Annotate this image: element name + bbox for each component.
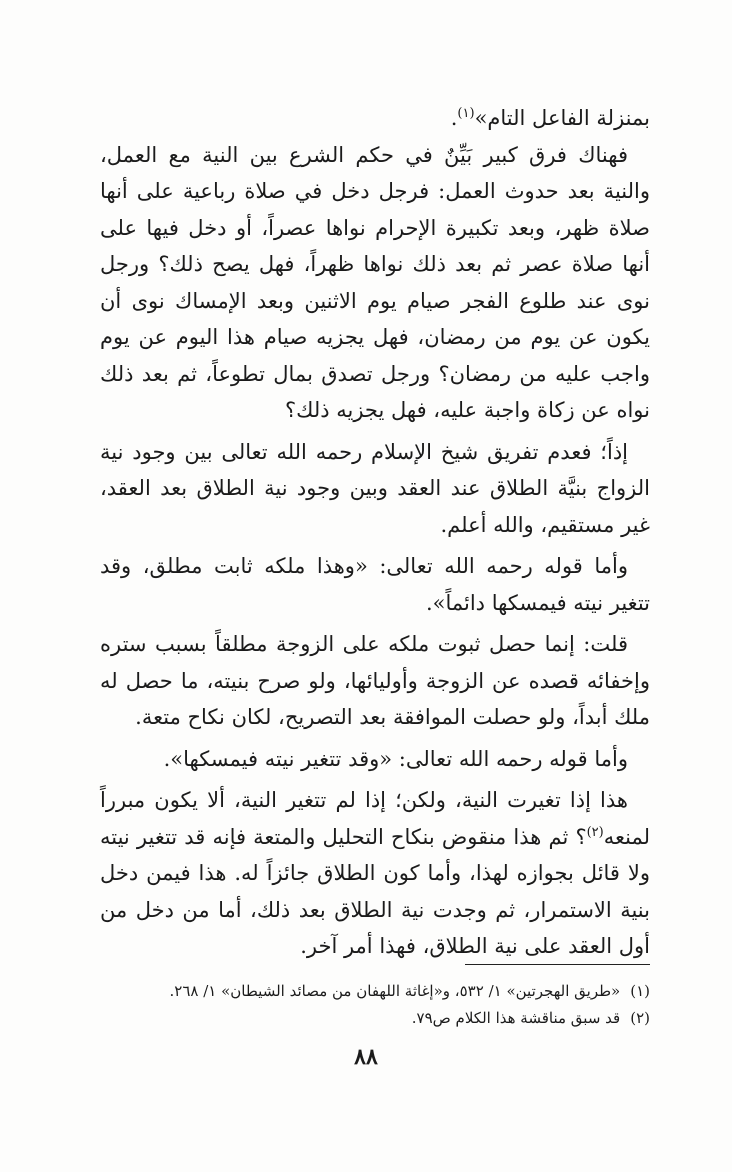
paragraph-1 [100, 100, 650, 137]
paragraph-5: قلت: إنما حصل ثبوت ملكه على الزوجة مطلقاً بسبب ستره وإخفائه قصده عن الزوجة وأوليائها، ولو صرح بنيته، ما حصل له ملك أبداً، ولو حصلت الموافقة بعد التصريح، لكان نكاح متعة. [100, 632, 650, 729]
footnote-text: «طريق الهجرتين» ١/ ٥٣٢، و«إغاثة اللهفان من مصائد الشيطان» ١/ ٢٦٨. [169, 982, 621, 1000]
footnote-number: (٢) [630, 1009, 650, 1027]
footnote-1 [100, 978, 650, 1005]
paragraph-7-text-a: هذا إذا تغيرت النية، ولكن؛ إذا لم تتغير النية، ألا يكون مبرراً لمنعه [100, 788, 650, 849]
footnote-ref-2: (٢) [586, 824, 604, 840]
paragraph-4: وأما قوله رحمه الله تعالى: «وهذا ملكه ثابت مطلق، وقد تتغير نيته فيمسكها دائماً». [100, 554, 650, 615]
footnote-number: (١) [630, 982, 650, 1000]
paragraph-1-end: . [450, 106, 458, 130]
footnote-divider [465, 964, 650, 965]
footnote-text: قد سبق مناقشة هذا الكلام ص٧٩. [411, 1009, 621, 1027]
paragraph-1-text: بمنزلة الفاعل التام» [474, 106, 650, 130]
footnote-ref-1: (١) [457, 106, 475, 121]
page-number: ٨٨ [354, 1044, 378, 1070]
paragraph-2: فهناك فرق كبير بَيِّنٌ في حكم الشرع بين النية مع العمل، والنية بعد حدوث العمل: فرجل دخل في صلاة رباعية على أنها صلاة ظهر، وبعد تكبيرة الإحرام نواها عصراً، أو دخل فيها على أنها صلاة عصر ثم بعد ذلك نواها ظهراً، فهل يصح ذلك؟ ورجل نوى عند طلوع الفجر صيام يوم الاثنين وبعد الإمساك نوى أن يكون عن يوم من رمضان، فهل يجزيه صيام هذا اليوم عن يوم واجب عليه من رمضان؟ ورجل تصدق بمال تطوعاً، ثم بعد ذلك نواه عن زكاة واجبة عليه، فهل يجزيه ذلك؟ [100, 142, 650, 422]
main-text [100, 100, 650, 965]
paragraph-3: إذاً؛ فعدم تفريق شيخ الإسلام رحمه الله تعالى بين وجود نية الزواج بنيَّة الطلاق عند العقد وبين وجود نية الطلاق بعد العقد، غير مستقيم، والله أعلم. [100, 439, 650, 537]
footnotes [100, 978, 650, 1032]
paragraph-7-text-b: ؟ ثم هذا منقوض بنكاح التحليل والمتعة فإنه قد تتغير نيته ولا قائل بجوازه لهذا، وأما كون الطلاق جائزاً له. هذا فيمن دخل بنية الاستمرار، ثم وجدت نية الطلاق بعد ذلك، أما من دخل من أول العقد على نية الطلاق، فهذا أمر آخر. [100, 824, 650, 958]
footnote-2 [100, 1005, 650, 1032]
paragraph-6: وأما قوله رحمه الله تعالى: «وقد تتغير نيته فيمسكها». [163, 746, 628, 771]
paragraph-7 [100, 782, 650, 965]
